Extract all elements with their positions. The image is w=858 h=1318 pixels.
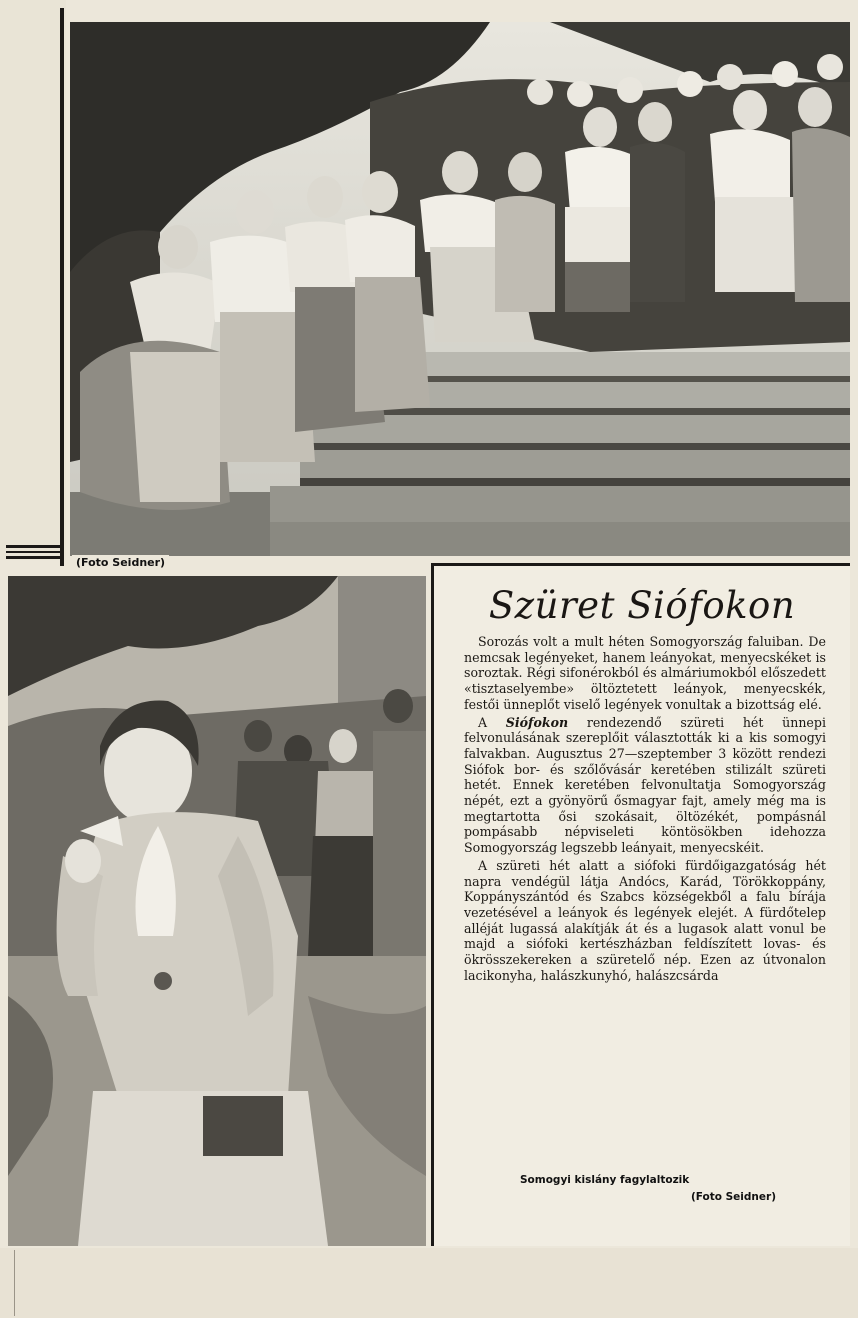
paragraph-lead: A [478, 714, 488, 730]
article-paragraph: Sorozás volt a mult héten Somogyország faluiban. De nemcsak legényeket, hanem leányokat, menyecskéket is soroztak. Régi sifonérokból és almáriumokból előszedett «tisztaselyembe» öltöztetett leányok, menyecskék, festői ünneplőt viselő legények vonultak a bizottság elé. [464, 634, 826, 712]
caption-text: Somogyi kislány fagylaltozik [520, 1174, 690, 1186]
horizontal-rule [6, 545, 64, 548]
article-paragraph [464, 715, 826, 856]
left-margin-strip [0, 0, 66, 560]
article-paragraph: A szüreti hét alatt a siófoki fürdőigazgatóság hét napra vendégül látja Andócs, Karád, Törökkoppány, Koppányszántód és Szabcs községekből a falu bírája vezetésével a leányok és legények elejét. A fürdőtelep alléját lugassá alakítják át és a lugasok alatt vonul be majd a siófoki kertészházban feldíszített lovas- és ökrösszekereken a szüretelő nép. Ezen az útvonalon lacikonyha, halászkunyhó, halászcsárda [464, 857, 826, 983]
article-body [464, 634, 826, 985]
photo-credit-top: (Foto Seidner) [72, 555, 169, 572]
girl-eating-ice-cream-photo [8, 576, 426, 1246]
horizontal-rule [6, 556, 64, 559]
margin-line [14, 1250, 15, 1316]
photo-illustration [8, 576, 426, 1246]
article-panel [431, 563, 850, 1246]
photo-illustration [70, 22, 850, 556]
vertical-rule [60, 8, 64, 566]
horizontal-rule [6, 551, 64, 553]
folk-costume-women-photo [70, 22, 850, 556]
article-title: Szüret Siófokon [488, 584, 796, 627]
photo-credit-bottom: (Foto Seidner) [690, 1191, 776, 1203]
page-bottom-margin [0, 1248, 858, 1318]
photo-caption [520, 1172, 790, 1206]
place-name: Siófokon [505, 714, 569, 730]
paragraph-text: rendezendő szüreti hét ünnepi felvonulásának szereplőit választották ki a kis somogyi falvakban. Augusztus 27—szeptember 3 között rendezi Siófok bor- és szőlővásár keretében stilizált szüreti hetét. Ennek keretében felvonultatja Somogyország népét, ezt a gyönyörű ősmagyar fajt, amely még ma is megtartotta ősi szokásait, öltözékét, pompásnál pompásabb népviseleti köntösökben idehozza Somogyország legszebb leányait, menyecskéit. [464, 714, 826, 856]
